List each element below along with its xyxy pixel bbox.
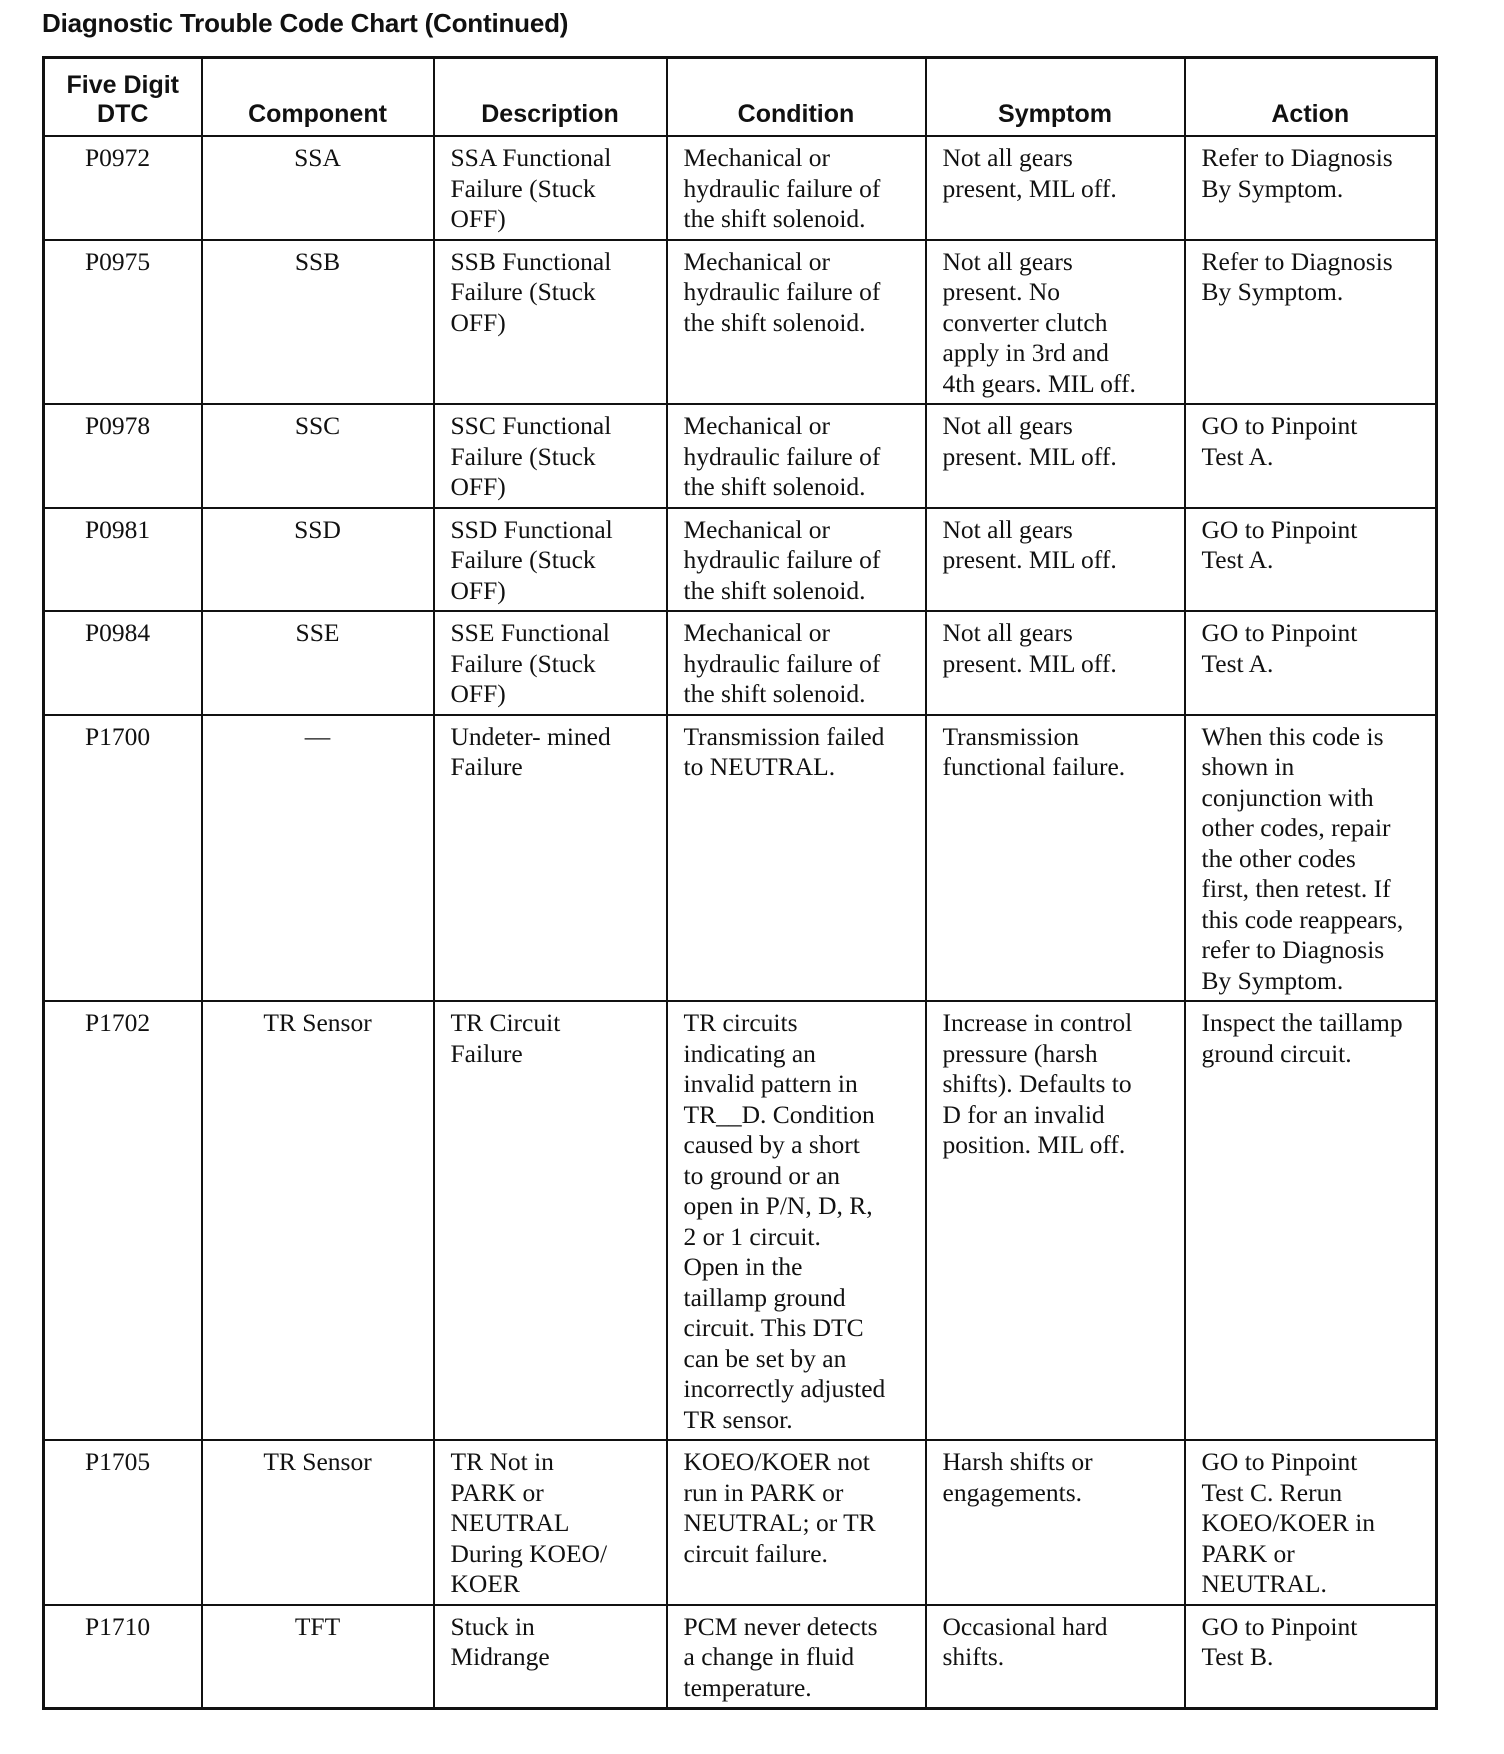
cell-dtc: P0981 [44, 508, 202, 612]
table-row [44, 715, 1437, 1002]
header-dtc: Five Digit DTC [44, 58, 202, 137]
cell-component: SSB [202, 240, 434, 405]
cell-description: SSE Functional Failure (Stuck OFF) [434, 611, 667, 715]
cell-action: GO to Pinpoint Test B. [1185, 1605, 1437, 1709]
cell-dtc: P1702 [44, 1001, 202, 1440]
table-body [44, 136, 1437, 1709]
cell-symptom: Increase in control pressure (harsh shifts). Defaults to D for an invalid position. MIL off. [926, 1001, 1185, 1440]
cell-dtc: P0975 [44, 240, 202, 405]
cell-description: SSC Functional Failure (Stuck OFF) [434, 404, 667, 508]
cell-dtc: P1705 [44, 1440, 202, 1605]
cell-condition: PCM never detects a change in fluid temperature. [667, 1605, 926, 1709]
cell-dtc: P0972 [44, 136, 202, 240]
header-action: Action [1185, 58, 1437, 137]
table-row [44, 1001, 1437, 1440]
cell-condition: Mechanical or hydraulic failure of the shift solenoid. [667, 404, 926, 508]
cell-condition: Transmission failed to NEUTRAL. [667, 715, 926, 1002]
cell-description: Stuck in Midrange [434, 1605, 667, 1709]
dtc-table [42, 56, 1438, 1710]
cell-action: When this code is shown in conjunction with other codes, repair the other codes first, then retest. If this code reappears, refer to Diagnosis By Symptom. [1185, 715, 1437, 1002]
table-row [44, 508, 1437, 612]
header-symptom: Symptom [926, 58, 1185, 137]
cell-component: TFT [202, 1605, 434, 1709]
header-condition: Condition [667, 58, 926, 137]
table-row [44, 240, 1437, 405]
cell-action: GO to Pinpoint Test A. [1185, 611, 1437, 715]
cell-action: GO to Pinpoint Test A. [1185, 508, 1437, 612]
cell-action: GO to Pinpoint Test C. Rerun KOEO/KOER in PARK or NEUTRAL. [1185, 1440, 1437, 1605]
cell-dtc: P1700 [44, 715, 202, 1002]
table-row [44, 611, 1437, 715]
cell-component: SSA [202, 136, 434, 240]
cell-component: — [202, 715, 434, 1002]
cell-component: TR Sensor [202, 1001, 434, 1440]
cell-condition: Mechanical or hydraulic failure of the shift solenoid. [667, 508, 926, 612]
cell-action: Refer to Diagnosis By Symptom. [1185, 136, 1437, 240]
cell-condition: Mechanical or hydraulic failure of the shift solenoid. [667, 611, 926, 715]
cell-condition: TR circuits indicating an invalid pattern in TR__D. Condition caused by a short to ground or an open in P/N, D, R, 2 or 1 circuit. Open in the taillamp ground circuit. This DTC can be set by an incorrectly adjusted TR sensor. [667, 1001, 926, 1440]
cell-symptom: Not all gears present, MIL off. [926, 136, 1185, 240]
cell-condition: KOEO/KOER not run in PARK or NEUTRAL; or TR circuit failure. [667, 1440, 926, 1605]
table-row [44, 1605, 1437, 1709]
cell-symptom: Not all gears present. MIL off. [926, 508, 1185, 612]
cell-symptom: Occasional hard shifts. [926, 1605, 1185, 1709]
page-title: Diagnostic Trouble Code Chart (Continued) [42, 8, 569, 38]
cell-action: Inspect the taillamp ground circuit. [1185, 1001, 1437, 1440]
cell-dtc: P1710 [44, 1605, 202, 1709]
header-row [44, 58, 1437, 137]
table-row [44, 1440, 1437, 1605]
cell-dtc: P0978 [44, 404, 202, 508]
cell-description: SSD Functional Failure (Stuck OFF) [434, 508, 667, 612]
table-row [44, 404, 1437, 508]
cell-description: TR Circuit Failure [434, 1001, 667, 1440]
cell-symptom: Not all gears present. MIL off. [926, 404, 1185, 508]
cell-description: TR Not in PARK or NEUTRAL During KOEO/ KOER [434, 1440, 667, 1605]
header-component: Component [202, 58, 434, 137]
cell-condition: Mechanical or hydraulic failure of the shift solenoid. [667, 240, 926, 405]
cell-action: Refer to Diagnosis By Symptom. [1185, 240, 1437, 405]
cell-component: SSC [202, 404, 434, 508]
cell-component: SSD [202, 508, 434, 612]
table-row [44, 136, 1437, 240]
cell-symptom: Transmission functional failure. [926, 715, 1185, 1002]
cell-component: TR Sensor [202, 1440, 434, 1605]
cell-component: SSE [202, 611, 434, 715]
cell-action: GO to Pinpoint Test A. [1185, 404, 1437, 508]
cell-condition: Mechanical or hydraulic failure of the shift solenoid. [667, 136, 926, 240]
table-header [44, 58, 1437, 137]
cell-description: SSB Functional Failure (Stuck OFF) [434, 240, 667, 405]
header-description: Description [434, 58, 667, 137]
cell-symptom: Not all gears present. No converter clutch apply in 3rd and 4th gears. MIL off. [926, 240, 1185, 405]
cell-symptom: Not all gears present. MIL off. [926, 611, 1185, 715]
cell-description: Undeter- mined Failure [434, 715, 667, 1002]
cell-dtc: P0984 [44, 611, 202, 715]
cell-symptom: Harsh shifts or engagements. [926, 1440, 1185, 1605]
cell-description: SSA Functional Failure (Stuck OFF) [434, 136, 667, 240]
